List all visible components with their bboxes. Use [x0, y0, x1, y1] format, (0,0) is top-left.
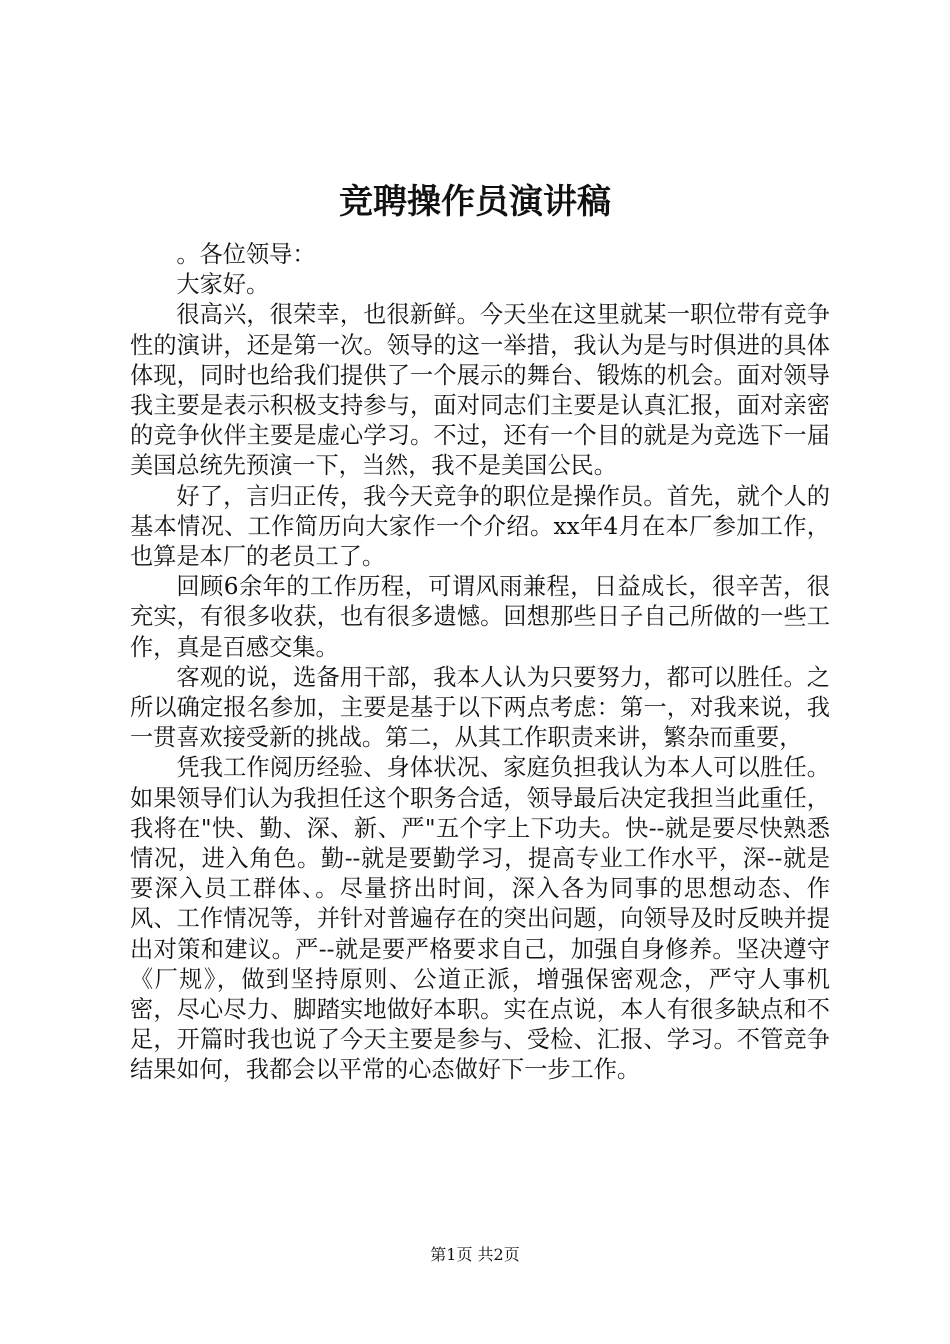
salutation: 。各位领导：: [176, 241, 316, 268]
paragraph-position: 好了，言归正传，我今天竞争的职位是操作员。首先，就个人的基本情况、工作简历向大家作一个介绍。xx年4月在本厂参加工作，也算是本厂的老员工了。: [130, 482, 830, 571]
paragraph-reasons: 客观的说，选备用干部，我本人认为只要努力，都可以胜任。之所以确定报名参加，主要是基于以下两点考虑：第一，对我来说，我一贯喜欢接受新的挑战。第二，从其工作职责来讲，繁杂而重要，: [130, 663, 830, 752]
page-number-footer: 第1页 共2页: [430, 1245, 520, 1264]
document-title: 竞聘操作员演讲稿: [339, 182, 611, 222]
paragraph-review: 回顾6余年的工作历程，可谓风雨兼程，日益成长，很辛苦，很充实，有很多收获，也有很多遗憾。回想那些日子自己所做的一些工作，真是百感交集。: [130, 573, 830, 661]
paragraph-intro: 很高兴，很荣幸，也很新鲜。今天坐在这里就某一职位带有竞争性的演讲，还是第一次。领导的这一举措，我认为是与时俱进的具体体现，同时也给我们提供了一个展示的舞台、锻炼的机会。面对领导我主要是表示积极支持参与，面对同志们主要是认真汇报，面对亲密的竞争伙伴主要是虚心学习。不过，还有一个目的就是为竞选下一届美国总统先预演一下，当然，我不是美国公民。: [130, 301, 830, 480]
greeting: 大家好。: [176, 271, 270, 299]
paragraph-plan: 凭我工作阅历经验、身体状况、家庭负担我认为本人可以胜任。如果领导们认为我担任这个职务合适，领导最后决定我担当此重任，我将在"快、勤、深、新、严"五个字上下功夫。快--就是要尽快熟悉情况，进入角色。勤--就是要勤学习，提高专业工作水平，深--就是要深入员工群体、。尽量挤出时间，深入各为同事的思想动态、作风、工作情况等，并针对普遍存在的突出问题，向领导及时反映并提出对策和建议。严--就是要严格要求自己，加强自身修养。坚决遵守《厂规》，做到坚持原则、公道正派，增强保密观念，严守人事机密，尽心尽力、脚踏实地做好本职。实在点说，本人有很多缺点和不足，开篇时我也说了今天主要是参与、受检、汇报、学习。不管竞争结果如何，我都会以平常的心态做好下一步工作。: [130, 754, 830, 1084]
document-body: [130, 240, 830, 1086]
